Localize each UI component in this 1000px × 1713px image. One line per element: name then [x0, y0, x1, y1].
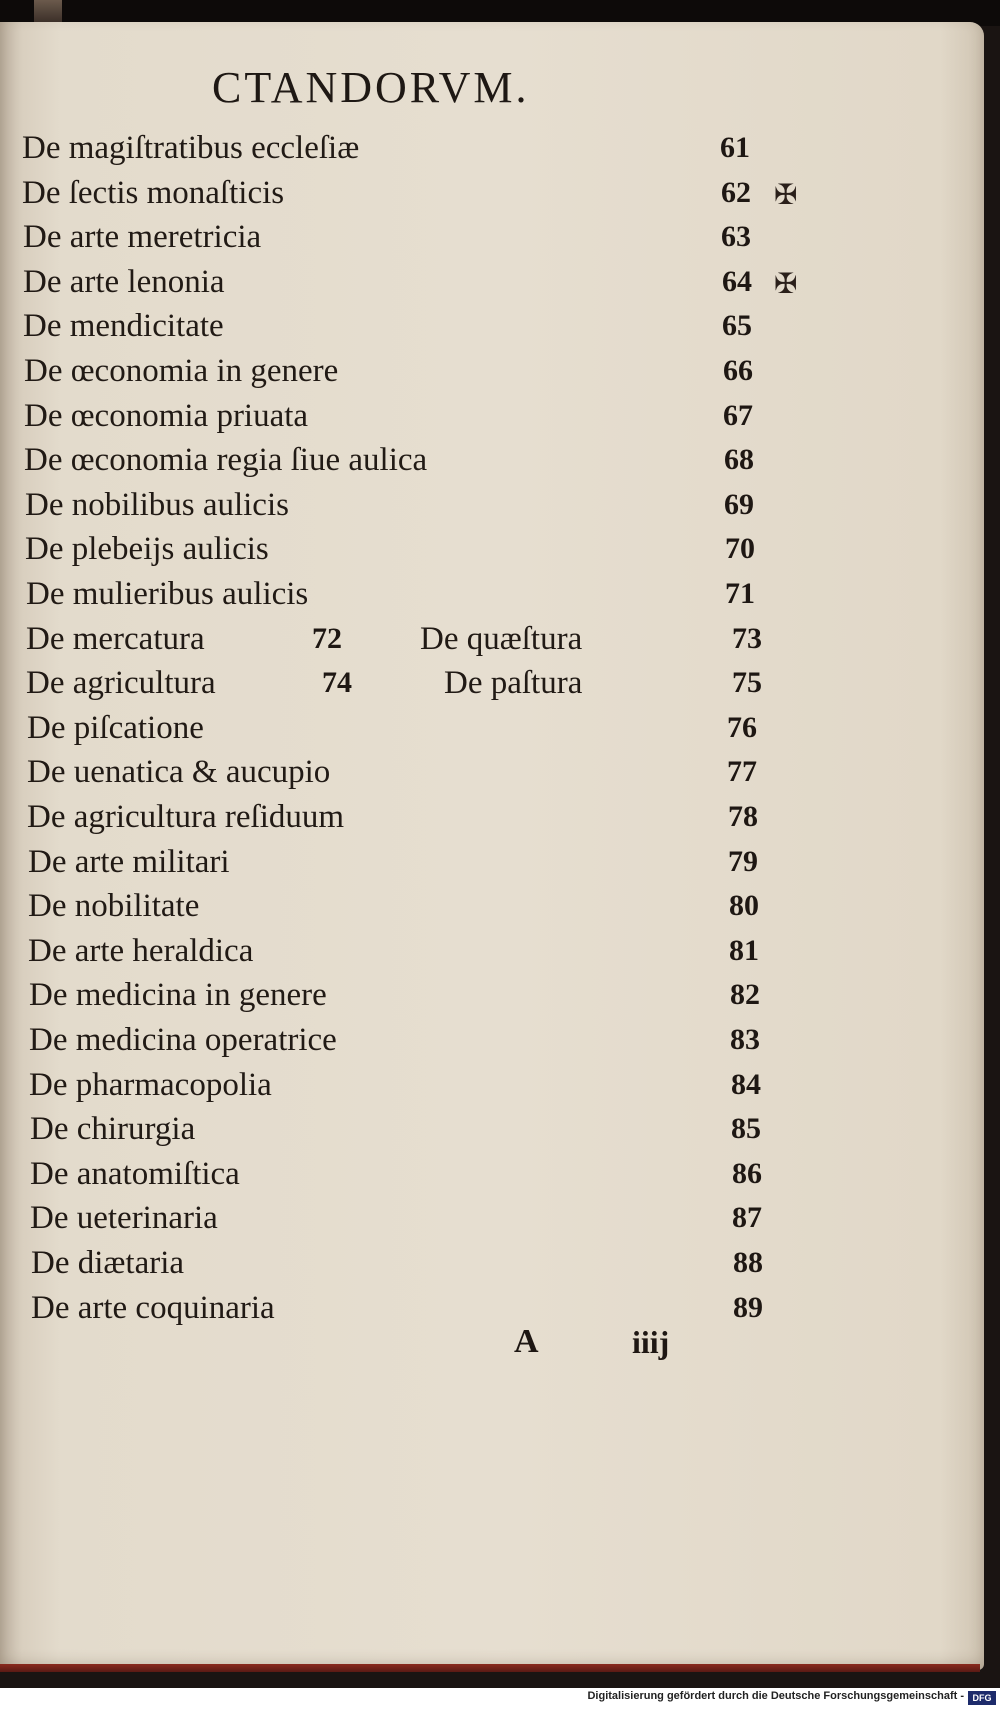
toc-entry-page: 62 [721, 176, 751, 209]
toc-entry-page: 66 [723, 354, 753, 387]
toc-entry-page: 64 [722, 265, 752, 298]
toc-entry-page: 77 [727, 755, 757, 788]
toc-entry-page: 79 [728, 845, 758, 878]
toc-entry-page: 69 [724, 488, 754, 521]
page-bottom-edge [0, 1664, 980, 1672]
toc-entry-label: De œconomia regia ſiue aulica [24, 442, 428, 478]
toc-entry-label: De pharmacopolia [29, 1067, 272, 1103]
toc-entry-label: De uenatica & aucupio [27, 754, 331, 790]
toc-entry-label: De mendicitate [23, 308, 224, 344]
toc-entry-label: De agricultura reſiduum [27, 799, 345, 835]
toc-entry-label: De ſectis monaſticis [22, 175, 285, 211]
toc-entry-page: 68 [724, 443, 754, 476]
toc-entry-page: 61 [720, 131, 750, 164]
toc-entry-label: De arte coquinaria [31, 1290, 275, 1326]
toc-entry-page: 81 [729, 934, 759, 967]
toc-entry-label: De plebeijs aulicis [25, 531, 269, 567]
toc-entry-label: De anatomiſtica [30, 1156, 240, 1192]
toc-entry-label: De ueterinaria [30, 1200, 218, 1236]
toc-entry-page: 70 [725, 532, 755, 565]
signature-numeral: iiij [632, 1324, 670, 1360]
toc-entry-label: De œconomia in genere [24, 353, 339, 389]
toc-entry-label: De mulieribus aulicis [26, 576, 309, 612]
toc-entry-label: De diætaria [31, 1245, 185, 1281]
toc-entry-page: 71 [725, 577, 755, 610]
toc-entry-page: 73 [732, 622, 762, 655]
signature-letter: A [514, 1323, 539, 1360]
toc-entry-label: De nobilitate [28, 888, 200, 924]
toc-entry-page: 85 [731, 1112, 761, 1145]
toc-entry-label: De arte heraldica [28, 933, 254, 969]
toc-entry-page: 74 [322, 666, 352, 699]
toc-entry-label: De arte meretricia [23, 219, 262, 255]
toc-entry-page: 87 [732, 1201, 762, 1234]
toc-entry-label: De magiſtratibus eccleſiæ [22, 130, 360, 166]
toc-entry-label: De piſcatione [27, 710, 204, 746]
toc-entry-label: De agricultura [26, 665, 216, 701]
toc-entry-page: 86 [732, 1157, 762, 1190]
toc-entry-label: De arte lenonia [23, 264, 225, 300]
cross-mark-icon: ✠ [774, 178, 798, 211]
cross-mark-icon: ✠ [774, 267, 798, 300]
toc-entry-page: 80 [729, 889, 759, 922]
dfg-logo: DFG [968, 1691, 996, 1705]
toc-entry-page: 89 [733, 1291, 763, 1324]
toc-entry-page: 78 [728, 800, 758, 833]
toc-entry-page: 76 [727, 711, 757, 744]
toc-entry-page: 84 [731, 1068, 761, 1101]
page-heading: CTANDORVM. [212, 63, 530, 112]
toc-entry-label: De nobilibus aulicis [25, 487, 289, 523]
toc-entry-page: 75 [732, 666, 762, 699]
toc-entry-label: De mercatura [26, 621, 205, 657]
toc-entry-label: De medicina in genere [29, 977, 327, 1013]
toc-entry-label: De œconomia priuata [24, 398, 309, 434]
toc-entry-page: 82 [730, 978, 760, 1011]
toc-entry-page: 88 [733, 1246, 763, 1279]
toc-entry-label: De arte militari [28, 844, 230, 880]
footer-bar [0, 1688, 1000, 1713]
toc-entry-label: De medicina operatrice [29, 1022, 337, 1058]
toc-entry-page: 65 [722, 309, 752, 342]
toc-entry-label: De chirurgia [30, 1111, 196, 1147]
toc-entry-page: 67 [723, 399, 753, 432]
toc-entry-label: De paſtura [444, 665, 583, 701]
toc-entry-page: 83 [730, 1023, 760, 1056]
toc-entry-page: 72 [312, 622, 342, 655]
footer-credit: Digitalisierung gefördert durch die Deutsche Forschungsgemeinschaft - [587, 1690, 964, 1702]
toc-entry-label: De quæſtura [420, 621, 583, 657]
toc-entry-page: 63 [721, 220, 751, 253]
